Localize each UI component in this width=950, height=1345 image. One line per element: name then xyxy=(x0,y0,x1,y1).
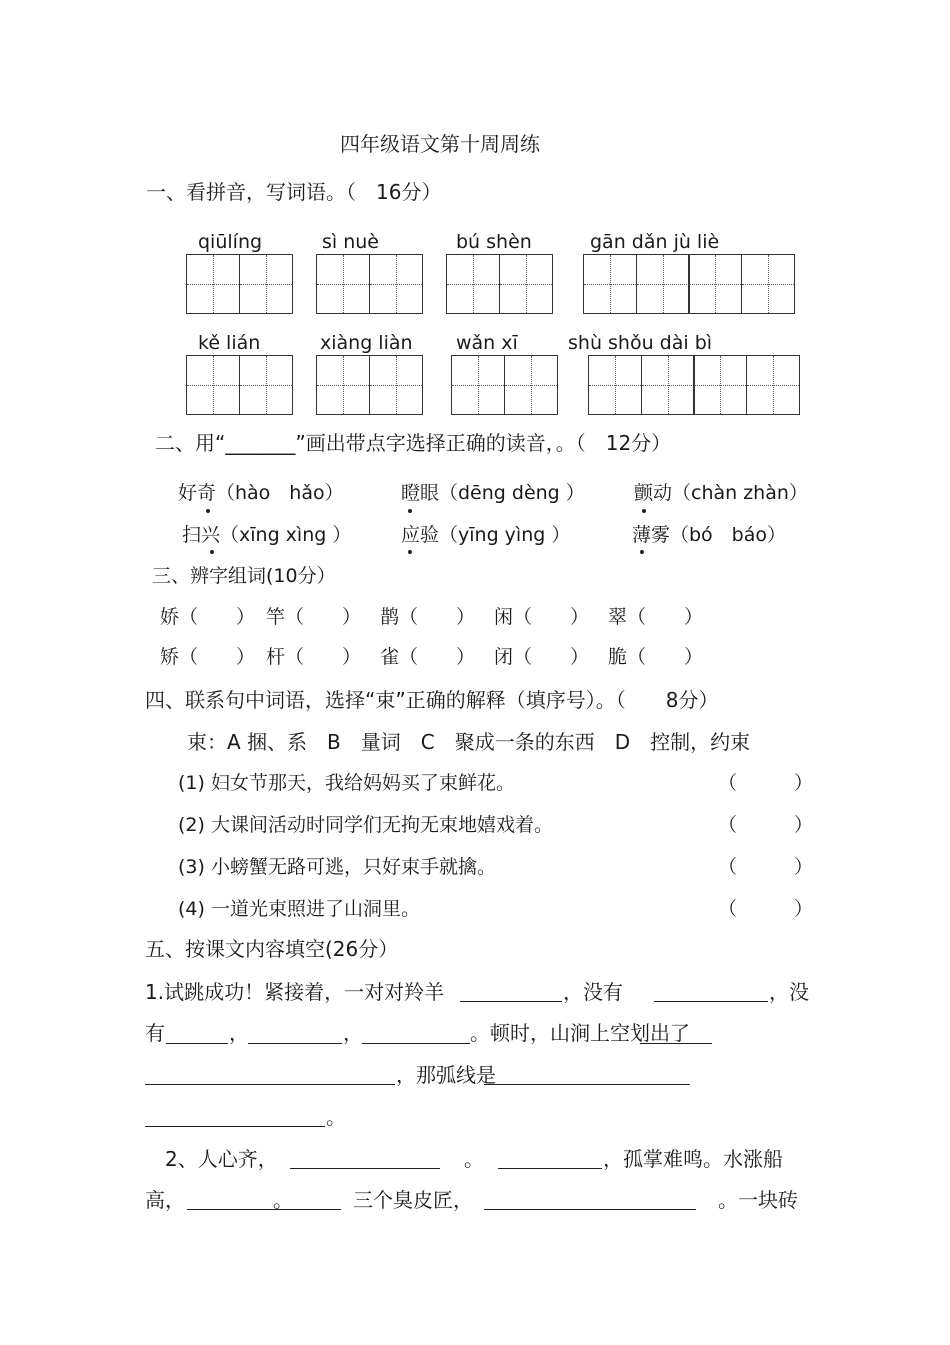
reading-choice-2: 瞪眼（dēng dèng ） xyxy=(401,482,585,504)
fill-text: ，那弧线是 xyxy=(396,1063,496,1087)
char-pair-2-2: 杆（ ） xyxy=(266,646,362,668)
fill-text: 有 xyxy=(145,1021,165,1045)
fill-blank[interactable] xyxy=(640,1043,712,1044)
answer-slot-1[interactable]: （ ） xyxy=(718,772,814,794)
writing-grid-1-4[interactable] xyxy=(583,254,793,314)
page-title: 四年级语文第十周周练 xyxy=(340,132,540,156)
char-pair-1-1: 娇（ ） xyxy=(160,606,256,628)
fill-blank[interactable] xyxy=(498,1168,602,1169)
char-pair-1-2: 竿（ ） xyxy=(266,606,362,628)
reading-choice-1: 好奇（hào hǎo） xyxy=(178,482,344,504)
emphasis-dot xyxy=(210,550,214,554)
emphasis-dot xyxy=(206,509,210,513)
char-pair-1-5: 翠（ ） xyxy=(608,606,704,628)
pinyin-2-3: wǎn xī xyxy=(456,332,518,354)
fill-blank[interactable] xyxy=(248,1043,342,1044)
fill-blank[interactable] xyxy=(187,1209,341,1210)
fill-text: ，没 xyxy=(769,980,809,1004)
section-4-heading: 四、联系句中词语，选择“束”正确的解释（填序号）。（ 8分） xyxy=(145,688,719,712)
sentence-1: (1) 妇女节那天，我给妈妈买了束鲜花。 xyxy=(178,772,515,794)
writing-grid-2-4[interactable] xyxy=(588,355,798,415)
fill-text: ， xyxy=(229,1021,249,1045)
char-pair-2-3: 雀（ ） xyxy=(380,646,476,668)
section-5-heading: 五、按课文内容填空(26分） xyxy=(145,937,399,961)
fill-text: ，孤掌难鸣。水涨船 xyxy=(603,1147,783,1171)
pinyin-1-3: bú shèn xyxy=(456,231,532,253)
pinyin-2-4: shù shǒu dài bì xyxy=(568,332,713,354)
char-pair-1-4: 闲（ ） xyxy=(494,606,590,628)
fill-blank[interactable] xyxy=(362,1043,470,1044)
section-3-heading: 三、辨字组词(10分） xyxy=(152,565,336,587)
writing-grid-2-2[interactable] xyxy=(316,355,421,415)
pinyin-2-2: xiàng liàn xyxy=(320,332,413,354)
answer-slot-2[interactable]: （ ） xyxy=(718,814,814,836)
fill-blank[interactable] xyxy=(290,1168,440,1169)
fill-text: 1.试跳成功！紧接着，一对对羚羊 xyxy=(145,980,445,1004)
char-pair-1-3: 鹊（ ） xyxy=(380,606,476,628)
fill-blank[interactable] xyxy=(166,1043,228,1044)
writing-grid-1-2[interactable] xyxy=(316,254,421,314)
pinyin-1-2: sì nuè xyxy=(322,231,379,253)
reading-choice-6: 薄雾（bó báo） xyxy=(632,524,787,546)
fill-text: 三个臭皮匠， xyxy=(353,1188,473,1212)
writing-grid-2-3[interactable] xyxy=(451,355,556,415)
reading-choice-3: 颤动（chàn zhàn） xyxy=(634,482,808,504)
char-pair-2-1: 矫（ ） xyxy=(160,646,256,668)
char-pair-2-4: 闭（ ） xyxy=(494,646,590,668)
sentence-2: (2) 大课间活动时同学们无拘无束地嬉戏着。 xyxy=(178,814,553,836)
answer-slot-3[interactable]: （ ） xyxy=(718,856,814,878)
reading-choice-4: 扫兴（xīng xìng ） xyxy=(182,524,352,546)
pinyin-2-1: kě lián xyxy=(198,332,261,354)
writing-grid-2-1[interactable] xyxy=(186,355,291,415)
fill-blank[interactable] xyxy=(145,1084,395,1085)
answer-slot-4[interactable]: （ ） xyxy=(718,898,814,920)
fill-text: 2、人心齐， xyxy=(165,1147,278,1171)
fill-text: 。 xyxy=(464,1147,484,1171)
emphasis-dot xyxy=(408,509,412,513)
fill-text: 。 xyxy=(273,1188,293,1212)
sentence-4: (4) 一道光束照进了山洞里。 xyxy=(178,898,420,920)
fill-blank[interactable] xyxy=(654,1001,768,1002)
fill-text: ，没有 xyxy=(563,980,623,1004)
fill-blank[interactable] xyxy=(484,1084,690,1085)
fill-blank[interactable] xyxy=(484,1209,696,1210)
section-2-heading: 二、用“_______”画出带点字选择正确的读音，。（ 12分） xyxy=(155,431,672,455)
reading-choice-5: 应验（yīng yìng ） xyxy=(401,524,571,546)
writing-grid-1-1[interactable] xyxy=(186,254,291,314)
pinyin-1-1: qiūlíng xyxy=(198,231,263,253)
char-pair-2-5: 脆（ ） xyxy=(608,646,704,668)
section-1-heading: 一、看拼音，写词语。（ 16分） xyxy=(146,180,442,204)
sentence-3: (3) 小螃蟹无路可逃，只好束手就擒。 xyxy=(178,856,496,878)
pinyin-1-4: gān dǎn jù liè xyxy=(590,231,720,253)
fill-blank[interactable] xyxy=(460,1001,562,1002)
emphasis-dot xyxy=(642,509,646,513)
fill-text: 。 xyxy=(326,1105,346,1129)
fill-text: 高， xyxy=(145,1188,185,1212)
fill-text: ， xyxy=(343,1021,363,1045)
emphasis-dot xyxy=(408,550,412,554)
writing-grid-1-3[interactable] xyxy=(446,254,551,314)
shu-definitions: 束：A 捆、系 B 量词 C 聚成一条的东西 D 控制，约束 xyxy=(187,730,751,754)
emphasis-dot xyxy=(640,550,644,554)
fill-text: 。一块砖 xyxy=(718,1188,798,1212)
fill-text: 。顿时，山涧上空划出了 xyxy=(470,1021,690,1045)
fill-blank[interactable] xyxy=(145,1126,325,1127)
